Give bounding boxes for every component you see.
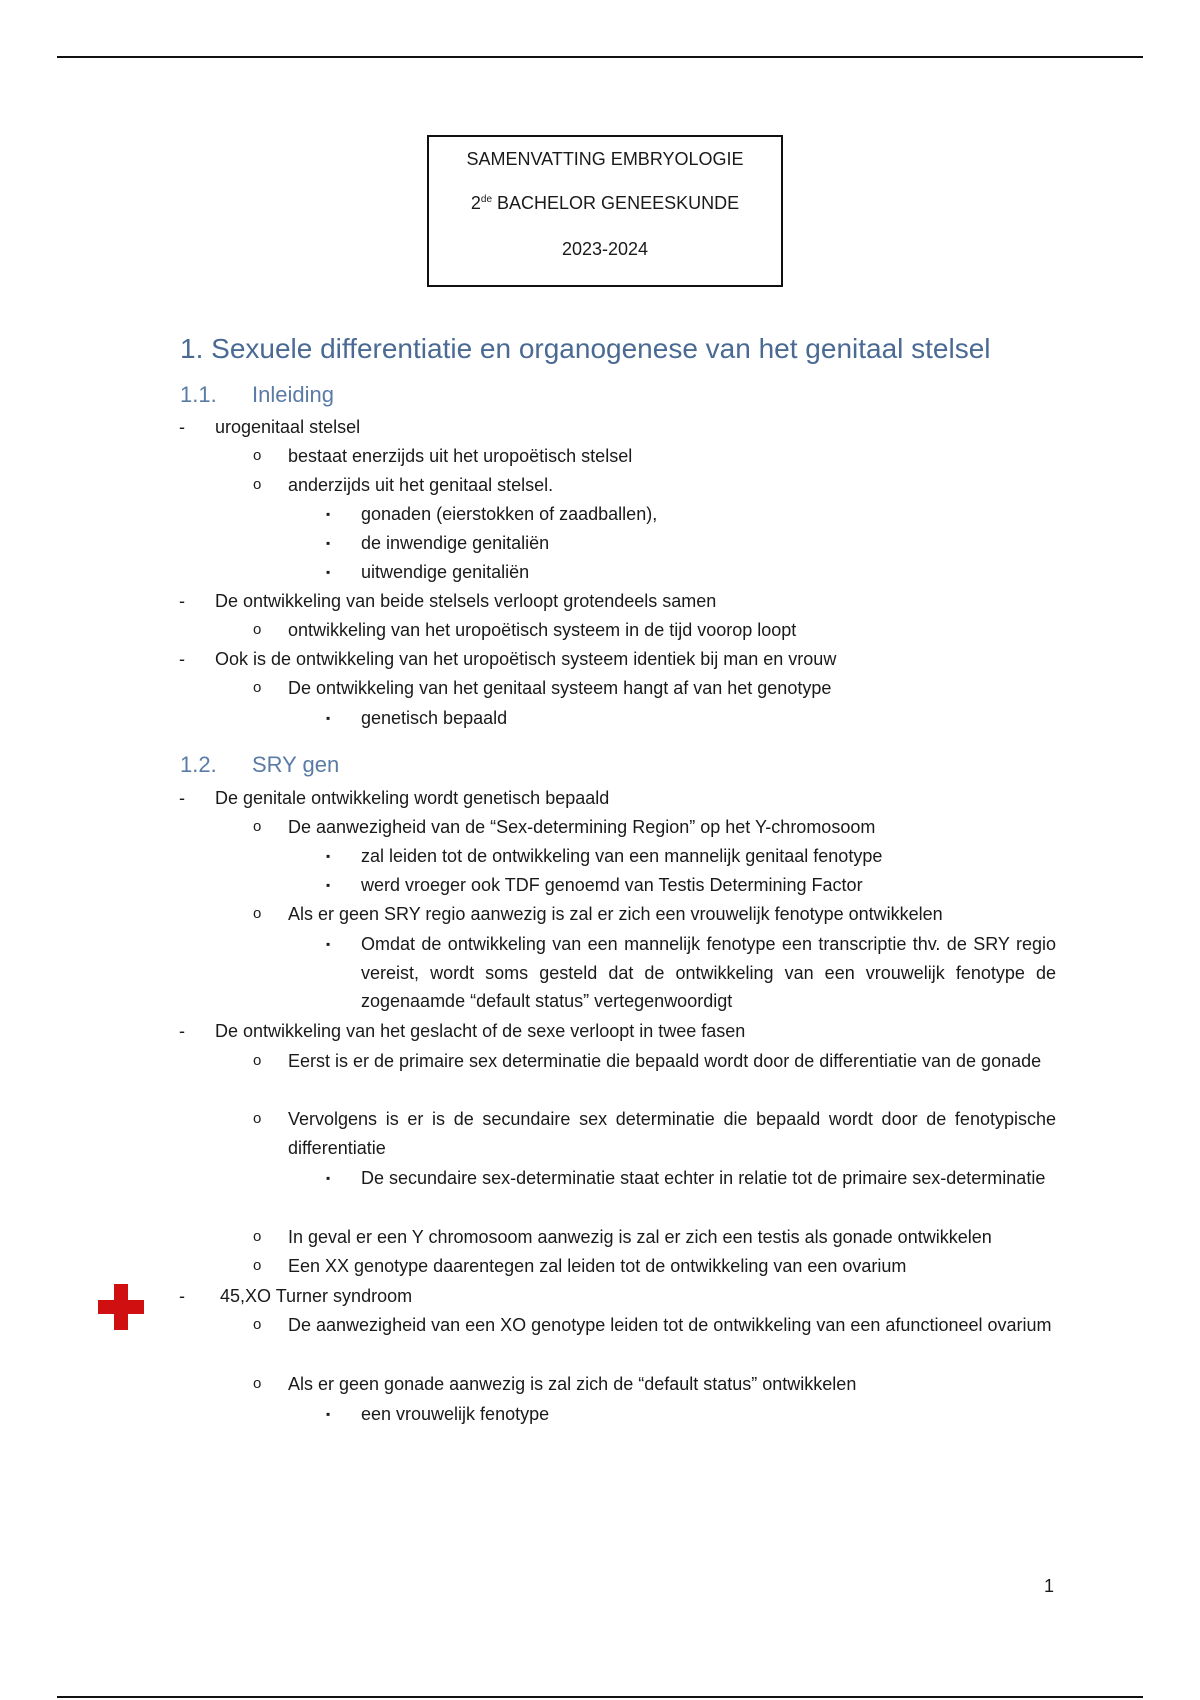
list-item: genetisch bepaald: [361, 708, 508, 728]
circle-bullet: o: [253, 1110, 262, 1127]
list-item: uitwendige genitaliën: [361, 562, 530, 582]
square-bullet: ▪: [326, 565, 331, 579]
circle-bullet: o: [253, 1316, 262, 1333]
section-heading-sry-gen: 1.2. SRY gen: [180, 752, 340, 777]
circle-bullet: o: [253, 1052, 262, 1069]
circle-bullet: o: [253, 621, 262, 638]
list-item: De ontwikkeling van het genitaal systeem hangt af van het genotype: [288, 678, 832, 698]
square-bullet: ▪: [326, 878, 331, 892]
dash-bullet: -: [179, 649, 185, 669]
title-box: [427, 135, 783, 287]
list-item: Ook is de ontwikkeling van het uropoëtisch systeem identiek bij man en vrouw: [215, 649, 837, 669]
list-item: ontwikkeling van het uropoëtisch systeem in de tijd voorop loopt: [288, 620, 797, 640]
list-item: Eerst is er de primaire sex determinatie die bepaald wordt door de differentiatie van de gonade: [288, 1051, 1042, 1071]
list-item: In geval er een Y chromosoom aanwezig is zal er zich een testis als gonade ontwikkelen: [288, 1227, 992, 1247]
circle-bullet: o: [253, 1228, 262, 1245]
list-item: De aanwezigheid van de “Sex-determining Region” op het Y-chromosoom: [288, 817, 876, 837]
list-item: Een XX genotype daarentegen zal leiden tot de ontwikkeling van een ovarium: [288, 1256, 907, 1276]
dash-bullet: -: [179, 591, 185, 611]
list-item: een vrouwelijk fenotype: [361, 1404, 550, 1424]
list-item: De secundaire sex-determinatie staat echter in relatie tot de primaire sex-determinatie: [361, 1168, 1046, 1188]
list-item: 45,XO Turner syndroom: [220, 1286, 413, 1306]
list-item: Als er geen gonade aanwezig is zal zich de “default status” ontwikkelen: [288, 1374, 857, 1394]
list-item: Vervolgens is er is de secundaire sex determinatie die bepaald wordt door de fenotypische differentiatie: [288, 1109, 1056, 1158]
square-bullet: ▪: [326, 711, 331, 725]
list-item: De aanwezigheid van een XO genotype leiden tot de ontwikkeling van een afunctioneel ovarium: [288, 1315, 1052, 1335]
dash-bullet: -: [179, 1021, 185, 1041]
list-item: gonaden (eierstokken of zaadballen),: [361, 504, 658, 524]
square-bullet: ▪: [326, 849, 331, 863]
footer-rule: [57, 1696, 1143, 1698]
circle-bullet: o: [253, 476, 262, 493]
list-item: anderzijds uit het genitaal stelsel.: [288, 475, 554, 495]
circle-bullet: o: [253, 679, 262, 696]
title-line-1: SAMENVATTING EMBRYOLOGIE: [466, 149, 744, 169]
red-cross-icon: [98, 1284, 144, 1330]
dash-bullet: -: [179, 1286, 185, 1306]
square-bullet: ▪: [326, 937, 331, 951]
chapter-heading: 1. Sexuele differentiatie en organogenese van het genitaal stelsel: [180, 333, 991, 364]
list-item: zal leiden tot de ontwikkeling van een mannelijk genitaal fenotype: [361, 846, 883, 866]
title-line-2: 2de BACHELOR GENEESKUNDE: [470, 193, 740, 213]
title-line-3: 2023-2024: [561, 239, 649, 259]
circle-bullet: o: [253, 447, 262, 464]
square-bullet: ▪: [326, 1171, 331, 1185]
list-item: De ontwikkeling van beide stelsels verloopt grotendeels samen: [215, 591, 717, 611]
circle-bullet: o: [253, 1257, 262, 1274]
circle-bullet: o: [253, 905, 262, 922]
list-item: de inwendige genitaliën: [361, 533, 550, 553]
section-heading-inleiding: 1.1. Inleiding: [180, 382, 334, 407]
list-item: De ontwikkeling van het geslacht of de sexe verloopt in twee fasen: [215, 1021, 746, 1041]
page-number: 1: [1044, 1576, 1055, 1596]
list-item: urogenitaal stelsel: [215, 417, 361, 437]
square-bullet: ▪: [326, 536, 331, 550]
list-item: Omdat de ontwikkeling van een mannelijk fenotype een transcriptie thv. de SRY regio vereist, wordt soms gesteld dat de ontwikkeling van een vrouwelijk fenotype de zogenaamde “default status” vertegenwoordigt: [361, 934, 1056, 1011]
dash-bullet: -: [179, 417, 185, 437]
circle-bullet: o: [253, 1375, 262, 1392]
list-item: Als er geen SRY regio aanwezig is zal er zich een vrouwelijk fenotype ontwikkelen: [288, 904, 943, 924]
list-item: werd vroeger ook TDF genoemd van Testis Determining Factor: [361, 875, 863, 895]
dash-bullet: -: [179, 788, 185, 808]
list-item: De genitale ontwikkeling wordt genetisch bepaald: [215, 788, 610, 808]
header-rule: [57, 56, 1143, 58]
square-bullet: ▪: [326, 1407, 331, 1421]
circle-bullet: o: [253, 818, 262, 835]
square-bullet: ▪: [326, 507, 331, 521]
list-item: bestaat enerzijds uit het uropoëtisch stelsel: [288, 446, 633, 466]
